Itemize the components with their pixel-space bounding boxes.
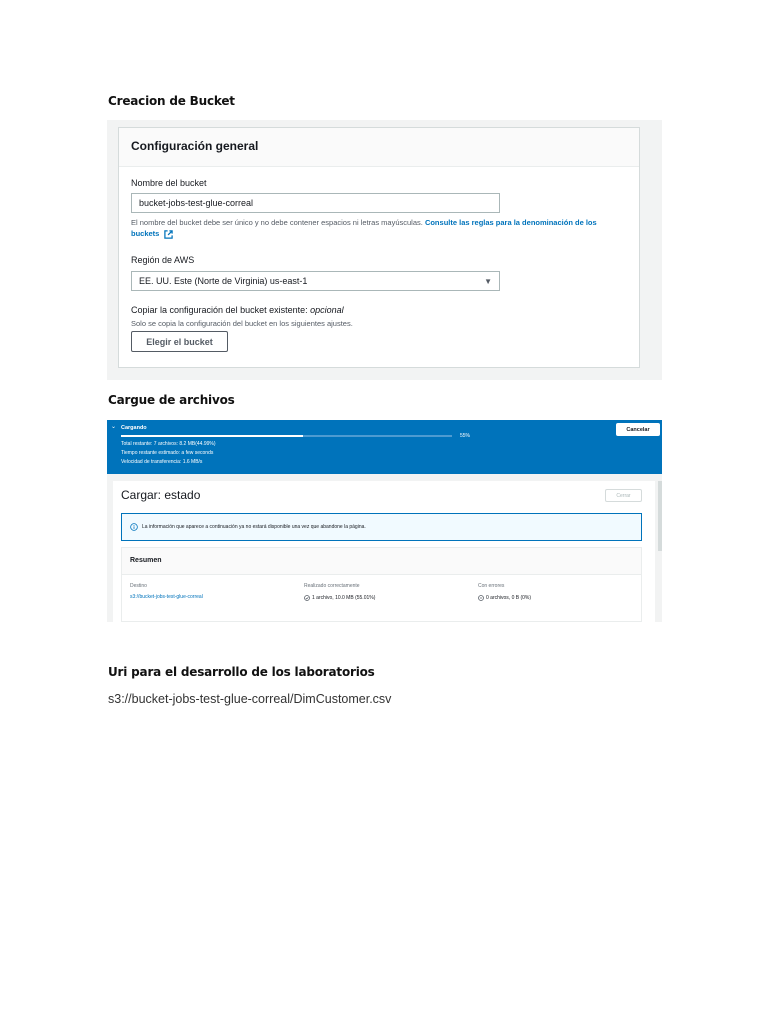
succeeded-label: Realizado correctamente — [304, 583, 360, 589]
destination-label: Destino — [130, 583, 147, 589]
heading-uri: Uri para el desarrollo de los laboratorios — [108, 665, 375, 679]
external-link-icon[interactable] — [164, 230, 173, 239]
upload-progress-fill — [121, 435, 303, 437]
bucket-name-hint — [131, 217, 626, 239]
failed-value — [478, 595, 531, 601]
aws-region-select[interactable] — [131, 271, 500, 291]
upload-progress-banner — [107, 420, 662, 474]
bucket-naming-rules-link[interactable]: Consulte las reglas para la denominación de los buckets — [131, 218, 597, 238]
heading-bucket-creation: Creacion de Bucket — [108, 94, 235, 108]
bucket-name-input[interactable] — [131, 193, 500, 213]
choose-bucket-button[interactable]: Elegir el bucket — [131, 331, 228, 352]
succeeded-value — [304, 595, 375, 601]
aws-region-value: EE. UU. Este (Norte de Virginia) us-east-1 — [139, 276, 308, 286]
upload-status-title: Cargar: estado — [121, 488, 201, 502]
upload-transfer-speed: Velocidad de transferencia: 1.6 MB/s — [121, 459, 203, 465]
summary-title: Resumen — [130, 557, 162, 564]
copy-settings-label-text: Copiar la configuración del bucket existente: — [131, 305, 308, 315]
upload-time-remaining: Tiempo restante estimado: a few seconds — [121, 450, 214, 456]
bucket-name-hint-text: El nombre del bucket debe ser único y no debe contener espacios ni letras mayúsculas. — [131, 218, 423, 227]
copy-settings-optional: opcional — [310, 305, 344, 315]
success-check-icon — [304, 595, 310, 601]
summary-header — [122, 548, 641, 575]
succeeded-value-text: 1 archivo, 10.0 MB (55.01%) — [312, 595, 376, 601]
general-config-title: Configuración general — [131, 139, 259, 153]
scrollbar[interactable] — [658, 481, 662, 551]
upload-remaining-text: Total restante: 7 archivos: 8.2 MB(44.99%) — [121, 441, 216, 447]
upload-banner-title: Cargando — [121, 425, 147, 431]
copy-settings-hint: Solo se copia la configuración del bucket en los siguientes ajustes. — [131, 319, 353, 328]
heading-file-upload: Cargue de archivos — [108, 393, 235, 407]
uri-text: s3://bucket-jobs-test-glue-correal/DimCustomer.csv — [108, 692, 392, 706]
cancel-upload-button[interactable]: Cancelar — [616, 423, 660, 436]
chevron-down-icon[interactable]: ⌄ — [111, 424, 117, 430]
bucket-name-label: Nombre del bucket — [131, 178, 207, 188]
close-button[interactable]: Cerrar — [605, 489, 642, 502]
info-alert-text: La información que aparece a continuación ya no estará disponible una vez que abandone la página. — [142, 524, 366, 530]
caret-down-icon: ▼ — [484, 276, 492, 286]
failed-value-text: 0 archivos, 0 B (0%) — [486, 595, 532, 601]
aws-region-label: Región de AWS — [131, 255, 195, 265]
copy-settings-label — [131, 305, 344, 315]
info-icon — [130, 523, 138, 531]
destination-link[interactable]: s3://bucket-jobs-test-glue-correal — [130, 594, 203, 600]
failed-label: Con errores — [478, 583, 505, 589]
upload-progress-percent: 55% — [460, 433, 471, 439]
bucket-name-value: bucket-jobs-test-glue-correal — [139, 198, 254, 208]
info-alert — [121, 513, 642, 541]
error-icon — [478, 595, 484, 601]
